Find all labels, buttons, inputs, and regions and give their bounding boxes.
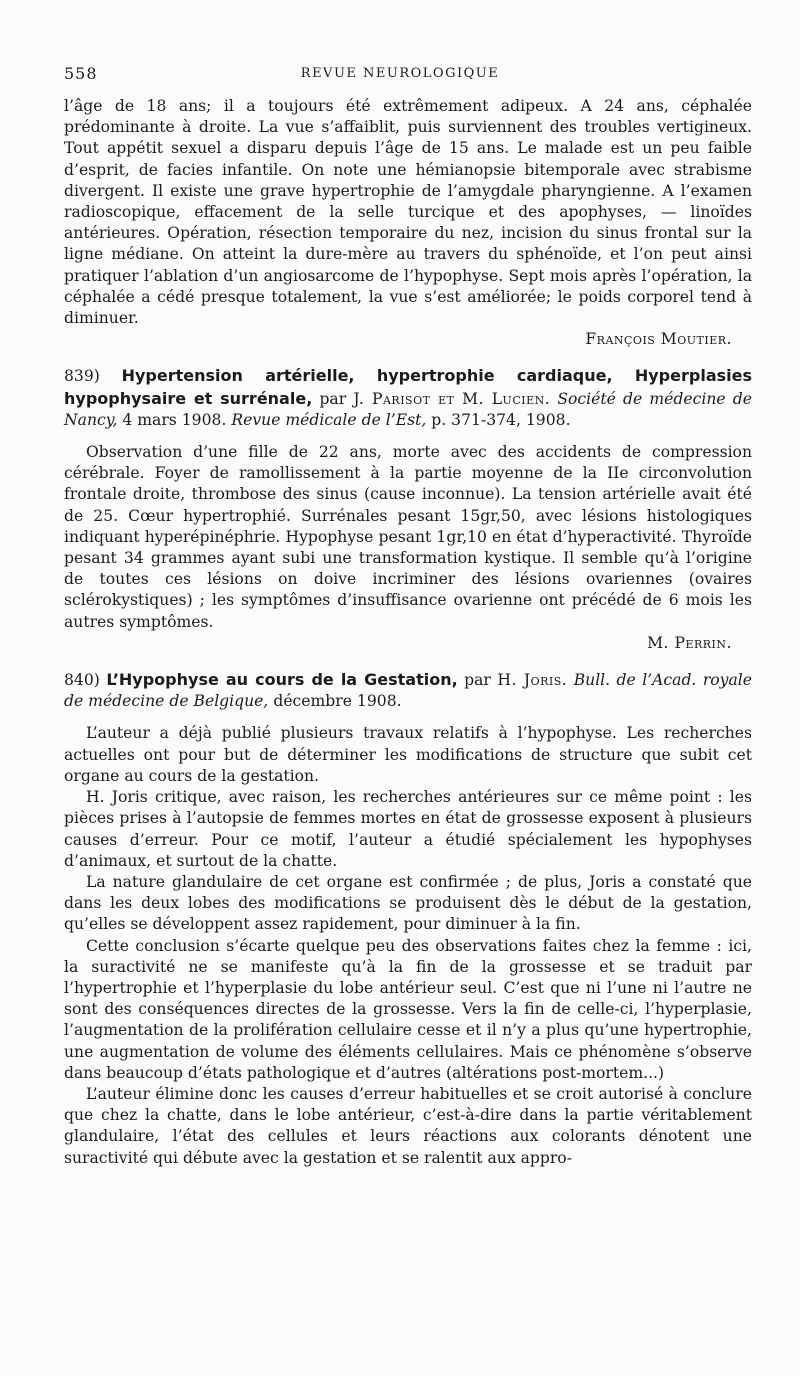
entry-authors-prefix: par bbox=[464, 671, 491, 690]
abstract-entry-839 bbox=[64, 365, 752, 654]
entry-date: 4 mars 1908. bbox=[122, 410, 227, 429]
entry-heading bbox=[64, 365, 752, 431]
intro-paragraph: l’âge de 18 ans; il a toujours été extrêmement adipeux. A 24 ans, céphalée prédominante à droite. La vue s’affaiblit, puis surviennent des troubles vertigineux. Tout appétit sexuel a disparu depuis l’âge de 15 ans. Le malade est un peu faible d’esprit, de facies infantile. On note une hémianopsie bitemporale avec strabisme divergent. Il existe une grave hypertrophie de l’amygdale pharyngienne. A l’examen radioscopique, effacement de la selle turcique et des apophyses, — linoïdes antérieures. Opération, résection temporaire du nez, incision du sinus frontal sur la ligne médiane. On atteint la dure-mère au travers du sphénoïde, et l’on peut ainsi pratiquer l’ablation d’un angiosarcome de l’hypophyse. Sept mois après l’opération, la céphalée a cédé presque totalement, la vue s’est améliorée; le poids corporel tend à diminuer. bbox=[64, 97, 752, 328]
entry-signature: M. Perrin. bbox=[647, 633, 732, 652]
entry-heading bbox=[64, 669, 752, 712]
entry-source: Bull. de l’Acad. royale de médecine de Belgique, bbox=[64, 671, 752, 711]
entry-title: Hypertension artérielle, hypertrophie cardiaque, Hyperplasies hypophysaire et surrénale, bbox=[64, 366, 752, 408]
page-number: 558 bbox=[64, 64, 98, 83]
entry-paragraph: L’auteur élimine donc les causes d’erreur habituelles et se croit autorisé à conclure que chez la chatte, dans le lobe antérieur, c’est-à-dire dans la partie véritablement glandulaire, l’état des cellules et leurs réactions aux colorants dénotent une suractivité qui débute avec la gestation et se ralentit aux appro- bbox=[64, 1084, 752, 1167]
entry-paragraph: La nature glandulaire de cet organe est confirmée ; de plus, Joris a constaté que dans les deux lobes des modifications se produisent dès le début de la gestation, qu’elles se développent assez rapidement, pour diminuer à la fin. bbox=[64, 872, 752, 934]
entry-paragraph: H. Joris critique, avec raison, les recherches antérieures sur ce même point : les pièces prises à l’autopsie de femmes mortes en état de grossesse exposent à plusieurs causes d’erreur. Pour ce motif, l’auteur a étudié spécialement les hypophyses d’animaux, et surtout de la chatte. bbox=[64, 788, 752, 870]
entry-authors: J. Parisot et M. Lucien. bbox=[353, 389, 551, 408]
entry-pages: p. 371-374, 1908. bbox=[431, 410, 571, 429]
page-body bbox=[64, 96, 752, 1169]
entry-authors: H. Joris. bbox=[497, 671, 568, 690]
entry-number: 839) bbox=[64, 367, 100, 386]
entry-title: L’Hypophyse au cours de la Gestation, bbox=[106, 670, 458, 690]
page-header bbox=[64, 64, 736, 84]
entry-paragraph: L’auteur a déjà publié plusieurs travaux relatifs à l’hypophyse. Les recherches actuelles ont pour but de déterminer les modifications de structure que subit cet organe au cours de la gestation. bbox=[64, 724, 752, 785]
entry-source-2: Revue médicale de l’Est, bbox=[231, 410, 427, 429]
entry-source: Société de médecine de Nancy, bbox=[64, 389, 752, 429]
entry-number: 840) bbox=[64, 671, 100, 690]
intro-signature: François Moutier. bbox=[585, 330, 732, 349]
entry-paragraph: Cette conclusion s’écarte quelque peu des observations faites chez la femme : ici, la suractivité ne se manifeste qu’à la fin de la grossesse et se traduit par l’hypertrophie et l’hyperplasie du lobe antérieur seul. C’est que ni l’une ni l’autre ne sont des conséquences directes de la grossesse. Vers la fin de celle-ci, l’hyperplasie, l’augmentation de la prolifération cellulaire cesse et il n’y a plus qu’une hypertrophie, une augmentation de volume des éléments cellulaires. Mais ce phénomène s’observe dans beaucoup d’états pathologique et d’autres (altérations post-mortem...) bbox=[64, 936, 752, 1082]
entry-date: décembre 1908. bbox=[273, 692, 402, 711]
running-title: REVUE NEUROLOGIQUE bbox=[300, 66, 500, 81]
abstract-entry-840 bbox=[64, 669, 752, 1169]
entry-authors-prefix: par bbox=[319, 389, 347, 408]
entry-body: Observation d’une fille de 22 ans, morte avec des accidents de compression cérébrale. Foyer de ramollissement à la partie moyenne de la IIe circonvolution frontale droite, thrombose des sinus (cause inconnue). La tension artérielle avait été de 25. Cœur hypertrophié. Surrénales pesant 15gr,50, avec lésions histologiques indiquant hyperépinéphrie. Hypophyse pesant 1gr,10 en état d’hyperactivité. Thyroïde pesant 34 grammes ayant subi une transformation kystique. Il semble qu’à l’origine de toutes ces lésions on doive incriminer des lésions ovariennes (ovaires sclérokystiques) ; les symptômes d’insuffisance ovarienne ont précédé de 6 mois les autres symptômes. bbox=[64, 443, 752, 631]
